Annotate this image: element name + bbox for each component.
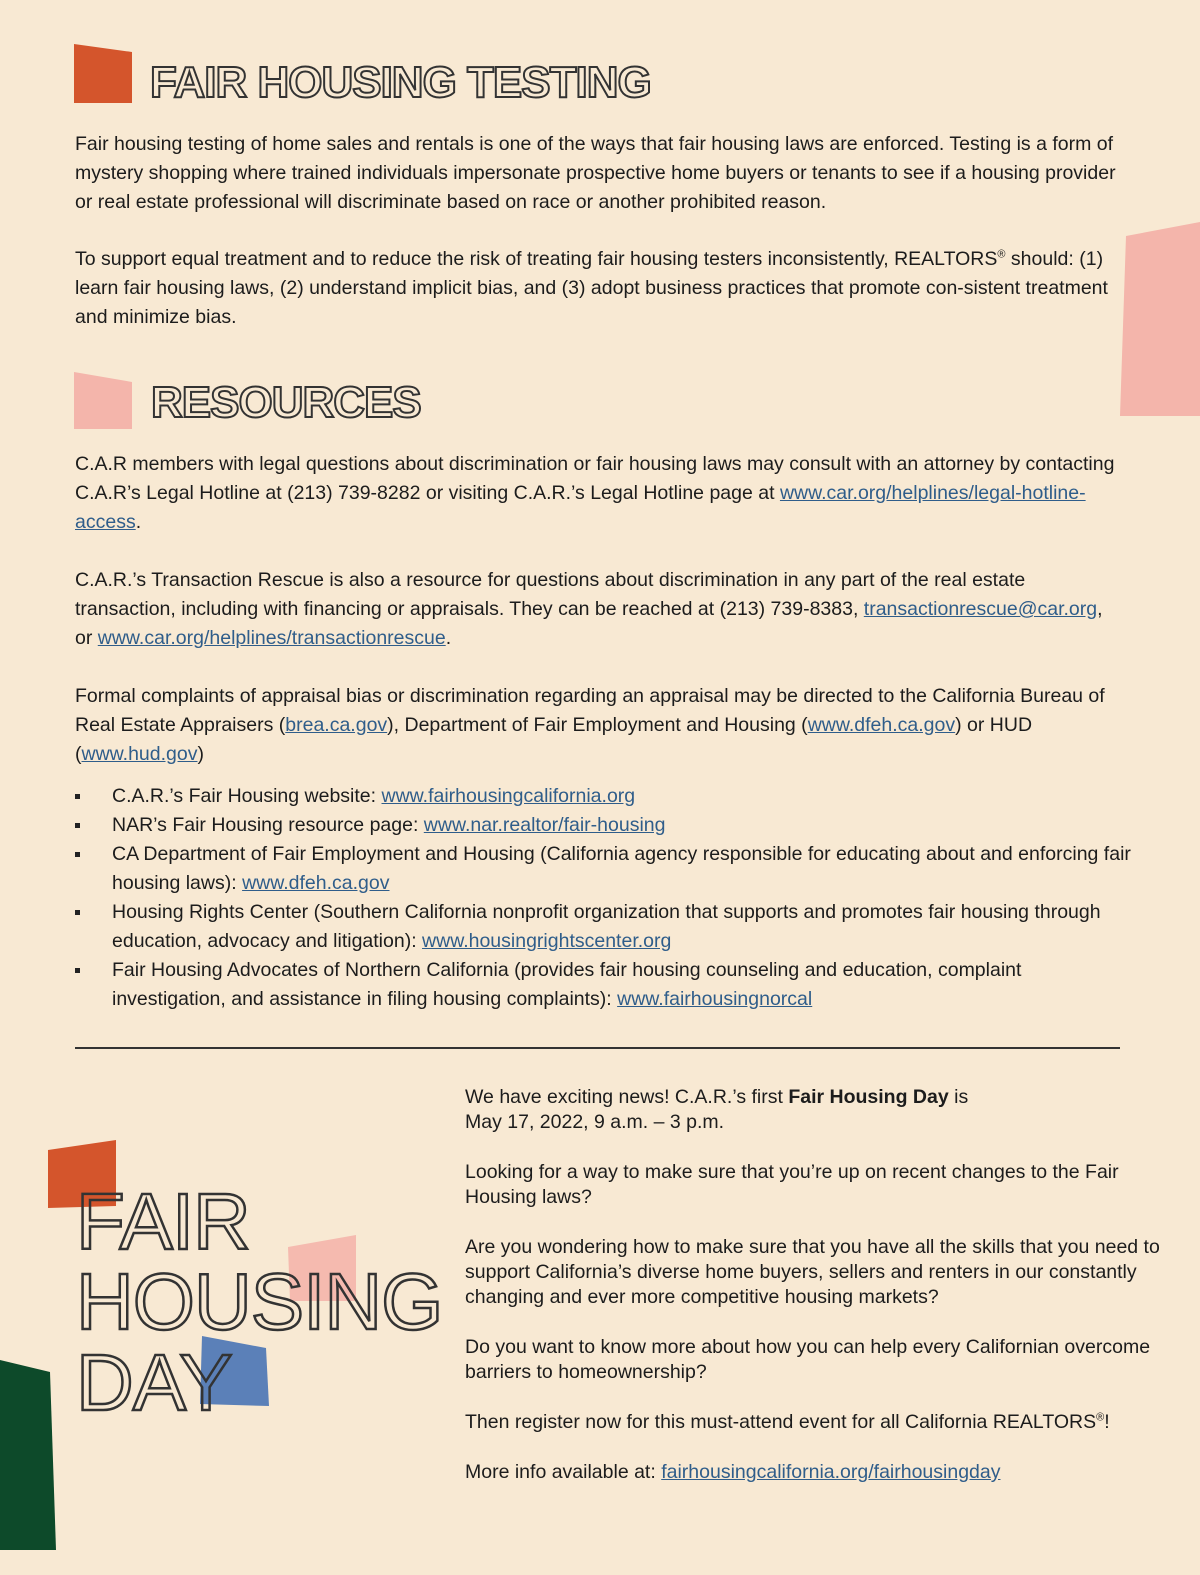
list-item-text: Fair Housing Advocates of Northern California (provides fair housing counseling and education, complaint investigation, and assistance in filing housing complaints): — [112, 959, 1022, 1010]
section-title-resources: RESOURCES — [151, 378, 421, 427]
legal-hotline-link[interactable]: www.car.org/helplines/legal-hotline-access — [75, 482, 1086, 533]
intro-text-end: is — [948, 1086, 969, 1108]
brea-link[interactable]: brea.ca.gov — [285, 714, 388, 736]
event-title-line-2: HOUSING — [76, 1257, 443, 1346]
fairhousingnorcal-link[interactable]: www.fairhousingnorcal — [617, 988, 813, 1010]
complaints-text-b: ), Department of Fair Employment and Housing ( — [387, 714, 808, 736]
resource-list — [75, 782, 1135, 1014]
section-divider — [75, 1047, 1120, 1049]
section-title-testing: FAIR HOUSING TESTING — [150, 58, 651, 107]
event-question-1: Looking for a way to make sure that you’re up on recent changes to the Fair Housing laws? — [465, 1161, 1119, 1208]
housing-rights-center-link[interactable]: www.housingrightscenter.org — [422, 930, 672, 952]
green-edge-decoration — [0, 1360, 58, 1552]
guidance-text-end: should: (1) learn fair housing laws, (2) understand implicit bias, and (3) adopt business practices that promote con-sistent treatment and minimize bias. — [75, 248, 1108, 328]
list-item-text: Housing Rights Center (Southern California nonprofit organization that supports and promotes fair housing through education, advocacy and litigation): — [112, 901, 1101, 952]
event-name: Fair Housing Day — [788, 1086, 949, 1108]
separator-text: , or — [75, 598, 1103, 649]
register-text: Then register now for this must-attend event for all California REALTORS — [465, 1411, 1097, 1433]
testing-paragraph: Fair housing testing of home sales and rentals is one of the ways that fair housing laws are enforced. Testing is a form of mystery shopping where trained individuals impersonate prospective home buyers or tenants to see if a housing provider or real estate professional will discriminate based on race or another prohibited reason. — [75, 133, 1116, 213]
fairhousingcalifornia-link[interactable]: www.fairhousingcalifornia.org — [381, 785, 636, 807]
pink-block-decoration — [74, 372, 134, 430]
realtor-guidance-paragraph — [75, 245, 1125, 332]
transaction-rescue-paragraph — [75, 566, 1125, 653]
period: . — [445, 627, 452, 649]
fair-housing-day-link[interactable]: fairhousingcalifornia.org/fairhousingday — [661, 1461, 1001, 1483]
bullet-icon — [75, 968, 80, 973]
transaction-rescue-web-link[interactable]: www.car.org/helplines/transactionrescue — [97, 627, 446, 649]
more-info — [465, 1460, 1165, 1485]
registered-mark: ® — [1096, 1411, 1105, 1424]
dfeh-link[interactable]: www.dfeh.ca.gov — [242, 872, 390, 894]
list-item — [75, 811, 1135, 840]
transaction-rescue-email-link[interactable]: transactionrescue@car.org — [863, 598, 1098, 620]
bullet-icon — [75, 823, 80, 828]
register-call-to-action — [465, 1410, 1165, 1435]
more-info-label: More info available at: — [465, 1461, 662, 1483]
intro-text: We have exciting news! C.A.R.’s first — [465, 1086, 789, 1108]
dfeh-link[interactable]: www.dfeh.ca.gov — [807, 714, 956, 736]
event-title-line-1: FAIR — [76, 1177, 250, 1266]
appraisal-complaints-paragraph — [75, 682, 1135, 769]
nar-fair-housing-link[interactable]: www.nar.realtor/fair-housing — [423, 814, 666, 836]
bullet-icon — [75, 852, 80, 857]
complaints-text-a: Formal complaints of appraisal bias or discrimination regarding an appraisal may be directed to the California Bureau of Real Estate Appraisers ( — [75, 685, 1105, 736]
legal-hotline-text: C.A.R members with legal questions about discrimination or fair housing laws may consult with an attorney by contacting C.A.R’s Legal Hotline at (213) 739-8282 or visiting C.A.R.’s Legal Hotline page at — [75, 453, 1115, 504]
event-question-3: Do you want to know more about how you can help every Californian overcome barriers to homeownership? — [465, 1336, 1151, 1383]
event-announcement — [465, 1085, 1165, 1510]
transaction-rescue-text: C.A.R.’s Transaction Rescue is also a resource for questions about discrimination in any part of the real estate transaction, including with financing or appraisals. They can be reached at (213) 739-8383, — [75, 569, 1026, 620]
event-date: May 17, 2022, 9 a.m. – 3 p.m. — [465, 1111, 725, 1133]
list-item — [75, 956, 1135, 1014]
list-item-text: CA Department of Fair Employment and Housing (California agency responsible for educating about and enforcing fair housing laws): — [112, 843, 1131, 894]
event-question-2: Are you wondering how to make sure that you have all the skills that you need to support California’s diverse home buyers, sellers and renters in our constantly changing and ever more competitive housing markets? — [465, 1236, 1160, 1308]
list-item-text: C.A.R.’s Fair Housing website: — [112, 785, 382, 807]
orange-block-decoration — [74, 44, 134, 104]
complaints-text-c: ) or HUD ( — [75, 714, 1033, 765]
bullet-icon — [75, 910, 80, 915]
period: . — [135, 511, 142, 533]
list-item — [75, 840, 1135, 898]
hud-link[interactable]: www.hud.gov — [81, 743, 198, 765]
event-title-line-3: DAY — [76, 1338, 232, 1427]
guidance-text-start: To support equal treatment and to reduce the risk of treating fair housing testers inconsistently, REALTORS — [75, 248, 998, 270]
register-text-end: ! — [1104, 1411, 1110, 1433]
complaints-text-d: ) — [197, 743, 204, 765]
registered-mark: ® — [997, 248, 1006, 261]
event-intro — [465, 1085, 1165, 1135]
list-item — [75, 782, 1135, 811]
list-item-text: NAR’s Fair Housing resource page: — [112, 814, 424, 836]
legal-hotline-paragraph — [75, 450, 1125, 537]
bullet-icon — [75, 794, 80, 799]
list-item — [75, 898, 1135, 956]
pink-edge-decoration — [1118, 222, 1200, 416]
